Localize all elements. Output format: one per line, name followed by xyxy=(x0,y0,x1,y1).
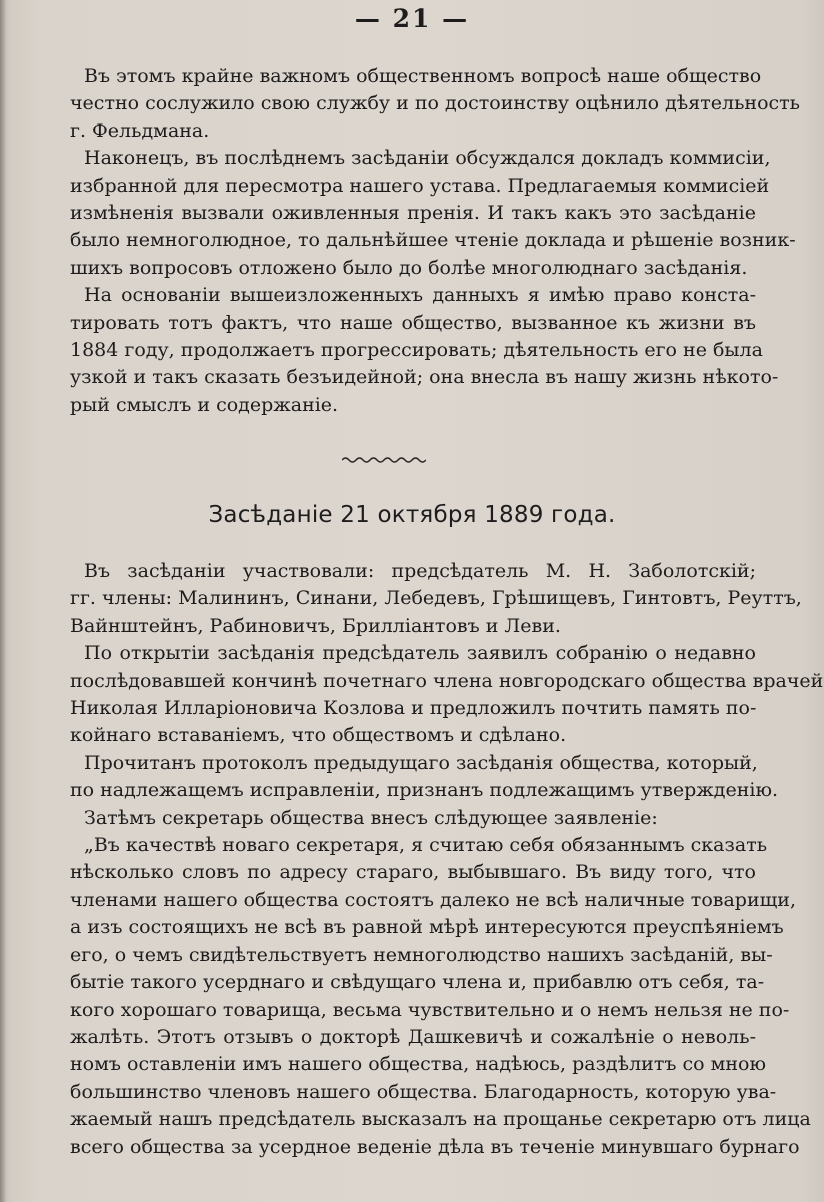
text-line: 1884 году, продолжаетъ прогрессировать; дѣятельность его не была xyxy=(70,339,763,362)
meeting-heading: Засѣданiе 21 октября 1889 года. xyxy=(208,502,616,528)
text-line: Наконецъ, въ послѣднемъ засѣданiи обсуждался докладъ коммисiи, xyxy=(84,147,771,170)
wavy-divider-ornament xyxy=(342,455,426,465)
text-line: Затѣмъ секретарь общества внесъ слѣдующее заявленiе: xyxy=(84,806,658,829)
text-line: гг. члены: Малининъ, Синани, Лебедевъ, Грѣшищевъ, Гинтовтъ, Реуттъ, xyxy=(70,587,802,610)
text-line: тировать тотъ фактъ, что наше общество, вызванное къ жизни въ xyxy=(70,311,756,334)
text-line: жаемый нашъ предсѣдатель высказалъ на прощанье секретарю отъ лица xyxy=(70,1108,811,1131)
text-line: „Въ качествѣ новаго секретаря, я считаю себя обязаннымъ сказать xyxy=(84,834,768,857)
text-line: его, о чемъ свидѣтельствуетъ немноголюдство нашихъ засѣданiй, вы- xyxy=(70,943,773,966)
text-line: бытiе такого усерднаго и свѣдущаго члена и, прибавлю отъ себя, та- xyxy=(70,971,765,994)
page-spine-shadow xyxy=(0,0,6,1202)
text-line: г. Фельдмана. xyxy=(70,119,210,142)
text-line: узкой и такъ сказать безъидейной; она внесла въ нашу жизнь нѣкото- xyxy=(70,366,779,389)
text-line: всего общества за усердное веденiе дѣла въ теченiе минувшаго бурнаго xyxy=(70,1135,800,1158)
text-line: а изъ состоящихъ не всѣ въ равной мѣрѣ интересуются преуспѣянiемъ xyxy=(70,916,784,939)
text-line: жалѣть. Этотъ отзывъ о докторѣ Дашкевичѣ и сожалѣнiе о неволь- xyxy=(70,1025,756,1048)
meeting-minutes-text xyxy=(70,558,824,1161)
report-conclusion-text xyxy=(70,63,801,419)
text-line: Вайнштейнъ, Рабиновичъ, Брилліантовъ и Леви. xyxy=(70,614,561,637)
text-line: номъ оставленiи имъ нашего общества, надѣюсь, раздѣлитъ со мною xyxy=(70,1053,767,1076)
page-number: — 21 — xyxy=(354,4,470,33)
text-line: честно сослужило свою службу и по достоинству оцѣнило дѣятельность xyxy=(70,92,801,115)
text-line: послѣдовавшей кончинѣ почетнаго члена новгородскаго общества врачей xyxy=(70,669,824,692)
text-line: Въ этомъ крайне важномъ общественномъ вопросѣ наше общество xyxy=(84,65,762,87)
text-line: избранной для пересмотра нашего устава. Предлагаемыя коммисiей xyxy=(70,174,770,197)
text-line: койнаго вставанiемъ, что обществомъ и сдѣлано. xyxy=(70,724,567,747)
text-line: По открытiи засѣданiя предсѣдатель заявилъ собранiю о недавно xyxy=(84,642,756,665)
text-line: по надлежащемъ исправленiи, признанъ подлежащимъ утвержденiю. xyxy=(70,779,779,802)
text-line: Прочитанъ протоколъ предыдущаго засѣданiя общества, который, xyxy=(84,751,758,774)
text-line: нѣсколько словъ по адресу стараго, выбывшаго. Въ виду того, что xyxy=(70,861,756,884)
text-line: рый смыслъ и содержанiе. xyxy=(70,393,339,416)
text-line: шихъ вопросовъ отложено было до болѣе многолюднаго засѣданiя. xyxy=(70,256,748,279)
text-line: кого хорошаго товарища, весьма чувствительно и о немъ нельзя не по- xyxy=(70,998,790,1021)
text-line: На основанiи вышеизложенныхъ данныхъ я имѣю право конста- xyxy=(84,284,756,307)
text-line: большинство членовъ нашего общества. Благодарность, которую ува- xyxy=(70,1080,777,1103)
text-line: измѣненiя вызвали оживленныя пренiя. И такъ какъ это засѣданiе xyxy=(70,202,756,225)
text-line: членами нашего общества состоятъ далеко не всѣ наличные товарищи, xyxy=(70,888,796,911)
text-line: было немноголюдное, то дальнѣйшее чтенiе доклада и рѣшенiе возник- xyxy=(70,229,796,252)
text-line: Николая Илларiоновича Козлова и предложилъ почтить память по- xyxy=(70,697,757,720)
text-line: Въ засѣданiи участвовали: предсѣдатель М. Н. Заболотскiй; xyxy=(84,560,756,582)
